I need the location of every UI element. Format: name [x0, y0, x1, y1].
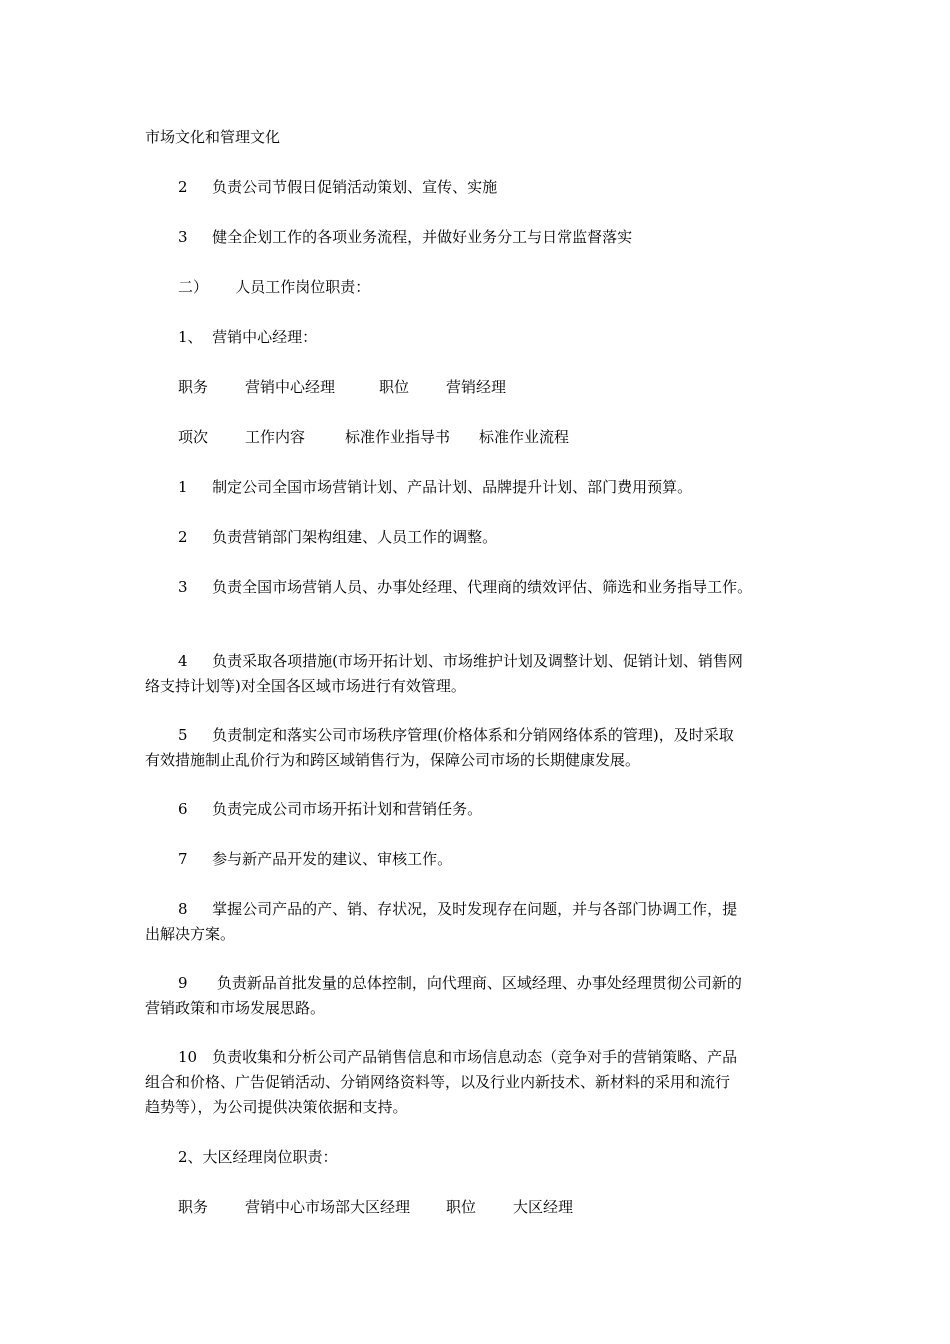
duty-item-9-line1: 9 负责新品首批发量的总体控制，向代理商、区域经理、办事处经理贯彻公司新的 — [178, 974, 742, 992]
col-work-content: 工作内容 — [245, 428, 306, 446]
duty-item-1: 1 制定公司全国市场营销计划、产品计划、品牌提升计划、部门费用预算。 — [178, 478, 693, 496]
duty-item-9-line2: 营销政策和市场发展思路。 — [145, 999, 326, 1017]
col-item-no: 项次 — [178, 428, 209, 446]
section-heading-duties: 二） 人员工作岗位职责： — [178, 278, 371, 296]
position-label: 职位 — [446, 1198, 477, 1216]
duty-item-2: 2 负责营销部门架构组建、人员工作的调整。 — [178, 528, 498, 546]
job-label: 职务 — [178, 1198, 209, 1216]
job-value: 营销中心经理 — [245, 378, 336, 396]
col-standard-process: 标准作业流程 — [479, 428, 570, 446]
item-3-process: 3 健全企划工作的各项业务流程，并做好业务分工与日常监督落实 — [178, 228, 633, 246]
duty-item-4-line1: 4 负责采取各项措施(市场开拓计划、市场维护计划及调整计划、促销计划、销售网 — [178, 652, 743, 670]
duty-item-10-line2: 组合和价格、广告促销活动、分销网络资料等，以及行业内新技术、新材料的采用和流行 — [145, 1073, 731, 1091]
position-value: 大区经理 — [513, 1198, 574, 1216]
job-label: 职务 — [178, 378, 209, 396]
subheading-regional-manager: 2、大区经理岗位职责： — [178, 1148, 338, 1166]
position-label: 职位 — [379, 378, 410, 396]
subheading-marketing-manager: 1、 营销中心经理： — [178, 328, 318, 346]
duty-item-7: 7 参与新产品开发的建议、审核工作。 — [178, 850, 453, 868]
duty-item-3: 3 负责全国市场营销人员、办事处经理、代理商的绩效评估、筛选和业务指导工作。 — [178, 578, 753, 596]
duty-item-5-line2: 有效措施制止乱价行为和跨区域销售行为，保障公司市场的长期健康发展。 — [145, 751, 641, 769]
col-standard-guide: 标准作业指导书 — [345, 428, 451, 446]
duty-item-6: 6 负责完成公司市场开拓计划和营销任务。 — [178, 800, 483, 818]
duty-item-5-line1: 5 负责制定和落实公司市场秩序管理(价格体系和分销网络体系的管理)，及时采取 — [178, 726, 734, 744]
item-2-promotion: 2 负责公司节假日促销活动策划、宣传、实施 — [178, 178, 498, 196]
duty-item-10-line3: 趋势等），为公司提供决策依据和支持。 — [145, 1098, 408, 1116]
duty-item-8-line1: 8 掌握公司产品的产、销、存状况，及时发现存在问题，并与各部门协调工作，提 — [178, 900, 738, 918]
position-value: 营销经理 — [446, 378, 507, 396]
duty-item-10-line1: 10 负责收集和分析公司产品销售信息和市场信息动态（竞争对手的营销策略、产品 — [178, 1048, 738, 1066]
duty-item-4-line2: 络支持计划等)对全国各区域市场进行有效管理。 — [145, 677, 466, 695]
duty-item-8-line2: 出解决方案。 — [145, 925, 236, 943]
intro-paragraph: 市场文化和管理文化 — [145, 128, 281, 146]
job-value: 营销中心市场部大区经理 — [245, 1198, 411, 1216]
